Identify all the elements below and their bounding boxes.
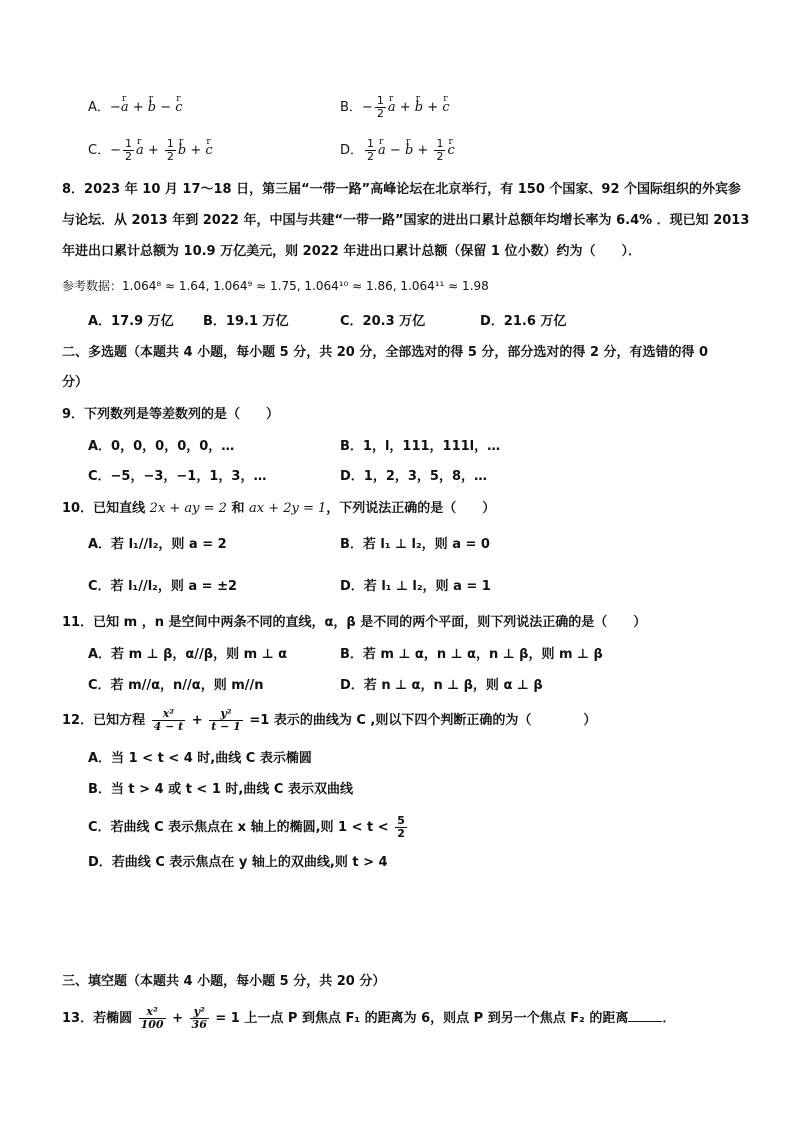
q9-option-d: D．1，2，3，5，8，… <box>340 469 488 484</box>
section2-title-line2: 分） <box>62 375 89 390</box>
q11-option-d: D．若 n ⊥ α，n ⊥ β，则 α ⊥ β <box>340 678 543 693</box>
q7-option-b: B．− $\frac{1}{2}$ r a + r b + r c <box>340 95 450 120</box>
q12-option-a: A．当 1 < t < 4 时,曲线 C 表示椭圆 <box>88 751 312 766</box>
q12-option-b: B．当 t > 4 或 t < 1 时,曲线 C 表示双曲线 <box>88 782 353 797</box>
q11-option-a: A．若 m ⊥ β，α//β，则 m ⊥ α <box>88 647 288 662</box>
q8-option-a: A．17.9 万亿 <box>88 314 174 329</box>
section2-title-line1: 二、多选题（本题共 4 小题，每小题 5 分，共 20 分，全部选对的得 5 分，部分选对的得 2 分，有选错的得 0 <box>62 345 709 360</box>
q12-option-d: D．若曲线 C 表示焦点在 y 轴上的双曲线,则 t > 4 <box>88 855 388 870</box>
q11-stem: 11．已知 m ，n 是空间中两条不同的直线，α，β 是不同的两个平面，则下列说法正确的是（ ） <box>62 615 647 630</box>
q8-option-c: C．20.3 万亿 <box>340 314 426 329</box>
q8-stem-line2: 与论坛．从 2013 年到 2022 年，中国与共建“一带一路”国家的进出口累计总额年均增长率为 6.4% ．现已知 2013 <box>62 213 750 228</box>
q7-option-d: D． $\frac{1}{2}$ r a − r b + $\frac{1}{2}$ r c <box>340 138 455 163</box>
q9-option-a: A．0，0，0，0，0，… <box>88 439 235 454</box>
q10-option-c: C．若 l₁//l₂，则 a = ±2 <box>88 579 238 594</box>
section3-title: 三、填空题（本题共 4 小题，每小题 5 分，共 20 分） <box>62 974 386 989</box>
q7-option-c: C．− $\frac{1}{2}$ r a + $\frac{1}{2}$ r b + r c <box>88 138 213 163</box>
q7-option-a: A．−r a + r b − r c <box>88 98 183 118</box>
q9-stem: 9．下列数列是等差数列的是（ ） <box>62 407 280 422</box>
q12-option-c: C．若曲线 C 表示焦点在 x 轴上的椭圆,则 1 < t < $\frac{5}{2}$ <box>88 814 405 840</box>
q8-reference-data: 参考数据：1.064⁸ ≈ 1.64, 1.064⁹ ≈ 1.75, 1.064¹⁰ ≈ 1.86, 1.064¹¹ ≈ 1.98 <box>62 279 489 293</box>
q9-option-c: C．−5，−3，−1，1，3，… <box>88 469 267 484</box>
q10-option-b: B．若 l₁ ⊥ l₂，则 a = 0 <box>340 537 490 552</box>
q11-option-c: C．若 m//α，n//α，则 m//n <box>88 678 264 693</box>
q11-option-b: B．若 m ⊥ α，n ⊥ α，n ⊥ β，则 m ⊥ β <box>340 647 603 662</box>
q8-option-b: B．19.1 万亿 <box>203 314 289 329</box>
q12-stem: 12．已知方程 $\frac{\text{x²}}{4 - t}$ + $\frac{\text{y²}}{t - 1}$ =1 表示的曲线为 C ,则以下四个判断正确的为（ ） <box>62 707 597 733</box>
q10-option-d: D．若 l₁ ⊥ l₂，则 a = 1 <box>340 579 491 594</box>
q10-option-a: A．若 l₁//l₂，则 a = 2 <box>88 537 227 552</box>
q8-option-d: D．21.6 万亿 <box>480 314 567 329</box>
q13-answer-blank[interactable] <box>628 1009 662 1022</box>
q8-stem-line1: 8．2023 年 10 月 17～18 日，第三届“一带一路”高峰论坛在北京举行，有 150 个国家、92 个国际组织的外宾参 <box>62 182 742 197</box>
q8-stem-line3: 年进出口累计总额为 10.9 万亿美元，则 2022 年进出口累计总额（保留 1 位小数）约为（ ）． <box>62 244 641 259</box>
q13-stem: 13．若椭圆 $\frac{\text{x²}}{100}$ + $\frac{\text{y²}}{36}$ = 1 上一点 P 到焦点 F₁ 的距离为 6，则点 P 到另一个焦点 F₂ 的距离 ． <box>62 1005 676 1031</box>
q10-stem: 10．已知直线 2x + ay = 2 和 ax + 2y = 1，下列说法正确的是（ ） <box>62 501 496 516</box>
q9-option-b: B．1，l，111，111l，… <box>340 439 501 454</box>
